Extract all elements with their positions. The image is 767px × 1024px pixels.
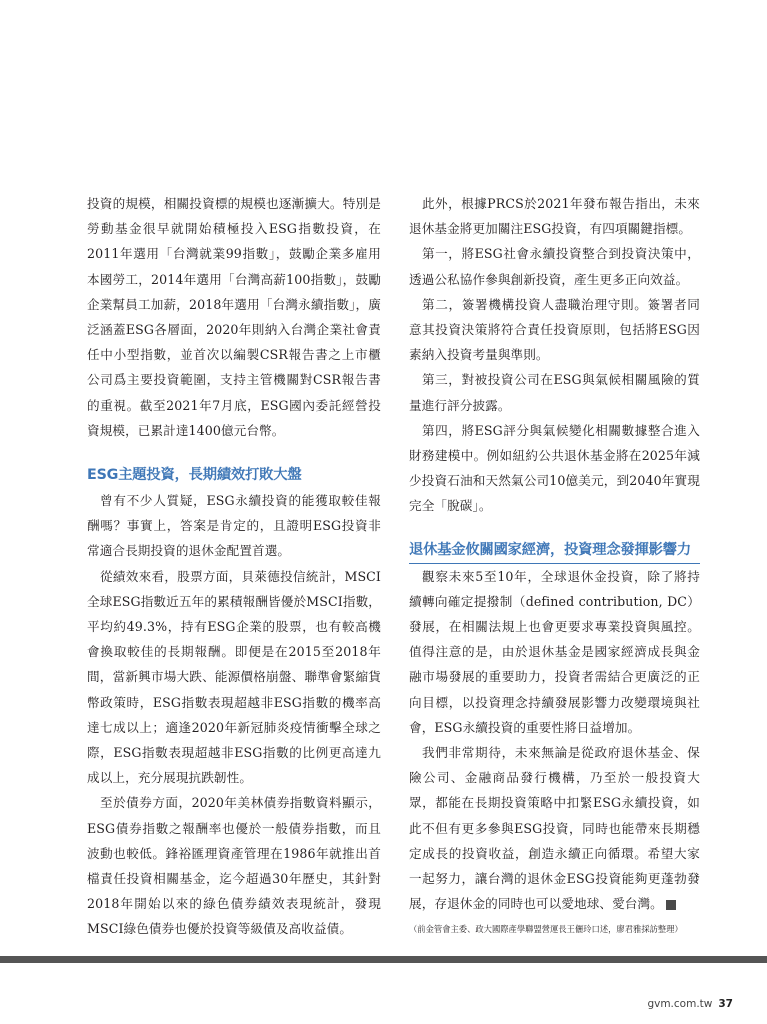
paragraph-text: 我們非常期待，未來無論是從政府退休基金、保險公司、金融商品發行機構，乃至於一般投資大眾，都能在長期投資策略中扣緊ESG永續投資，如此不但有更多參與ESG投資，同時也能帶來長期穩定成長的投資收益，創造永續正向循環。希望大家一起努力，讓台灣的退休金ESG投資能夠更蓬勃發展，存退休金的同時也可以愛地球、愛台灣。: [409, 745, 700, 912]
section-heading: 退休基金攸關國家經濟，投資理念發揮影響力: [409, 538, 700, 564]
right-column: [409, 191, 700, 936]
footer-bar: [0, 956, 767, 963]
site-url: gvm.com.tw: [647, 998, 713, 1010]
body-paragraph: 曾有不少人質疑，ESG永續投資的能獲取較佳報酬嗎？事實上，答案是肯定的，且證明ESG投資非常適合長期投資的退休金配置首選。: [87, 493, 381, 559]
author-credit: （前金管會主委、政大國際產學聯盟營運長王儷玲口述，廖君雅採訪整理）: [409, 924, 683, 935]
body-paragraph: 第二，簽署機構投資人盡職治理守則。簽署者同意其投資決策將符合責任投資原則，包括將ESG因素納入投資考量與準則。: [409, 296, 700, 363]
page-footer: [647, 998, 733, 1010]
body-paragraph: 觀察未來5至10年，全球退休金投資，除了將持續轉向確定提撥制（defined contribution, DC）發展，在相關法規上也會更要求專業投資與風控。值得注意的是，由於退休基金是國家經濟成長與金融市場發展的重要助力，投資者需結合更廣泛的正向目標，以投資理念持續發展影響力改變環境與社會，ESG永續投資的重要性將日益增加。: [409, 568, 700, 735]
body-paragraph: 第三，對被投資公司在ESG與氣候相關風險的質量進行評分披露。: [409, 372, 700, 413]
page-number: 37: [718, 998, 733, 1010]
body-paragraph: 第四，將ESG評分與氣候變化相關數據整合進入財務建模中。例如紐約公共退休基金將在2025年減少投資石油和天然氣公司10億美元，到2040年實現完全「脫碳」。: [409, 422, 700, 514]
left-column: [87, 191, 381, 942]
end-mark-icon: G: [666, 900, 676, 910]
body-paragraph: 此外，根據PRCS於2021年發布報告指出，未來退休基金將更加關注ESG投資，有四項關鍵指標。: [409, 196, 700, 237]
body-paragraph: 第一，將ESG社會永續投資整合到投資決策中，透過公私協作參與創新投資，產生更多正向效益。: [409, 246, 700, 287]
body-paragraph: 至於債券方面，2020年美林債券指數資料顯示，ESG債券指數之報酬率也優於一般債券指數，而且波動也較低。鋒裕匯理資產管理在1986年就推出首檔責任投資相關基金，迄今超過30年歷史，其針對2018年開始以來的綠色債券績效表現統計，發現MSCI綠色債券也優於投資等級債及高收益債。: [87, 795, 381, 937]
body-paragraph: 從績效來看，股票方面，貝萊德投信統計，MSCI全球ESG指數近五年的累積報酬皆優於MSCI指數，平均約49.3%，持有ESG企業的股票，也有較高機會換取較佳的長期報酬。即便是在2015至2018年間，當新興市場大跌、能源價格崩盤、聯準會緊縮貨幣政策時，ESG指數表現超越非ESG指數的機率高達七成以上；適逢2020年新冠肺炎疫情衝擊全球之際，ESG指數表現超越非ESG指數的比例更高達九成以上，充分展現抗跌韌性。: [87, 568, 381, 786]
section-heading: ESG主題投資，長期績效打敗大盤: [87, 467, 302, 484]
body-paragraph: [409, 740, 700, 916]
body-paragraph: 投資的規模，相關投資標的規模也逐漸擴大。特別是勞動基金很早就開始積極投入ESG指數投資，在2011年選用「台灣就業99指數」，鼓勵企業多雇用本國勞工，2014年選用「台灣高薪100指數」，鼓勵企業幫員工加薪，2018年選用「台灣永續指數」，廣泛涵蓋ESG各層面，2020年則納入台灣企業社會責任中小型指數，並首次以編製CSR報告書之上市櫃公司爲主要投資範圍，支持主管機關對CSR報告書的重視。截至2021年7月底，ESG國內委託經營投資規模，已累計達1400億元台幣。: [87, 196, 381, 438]
